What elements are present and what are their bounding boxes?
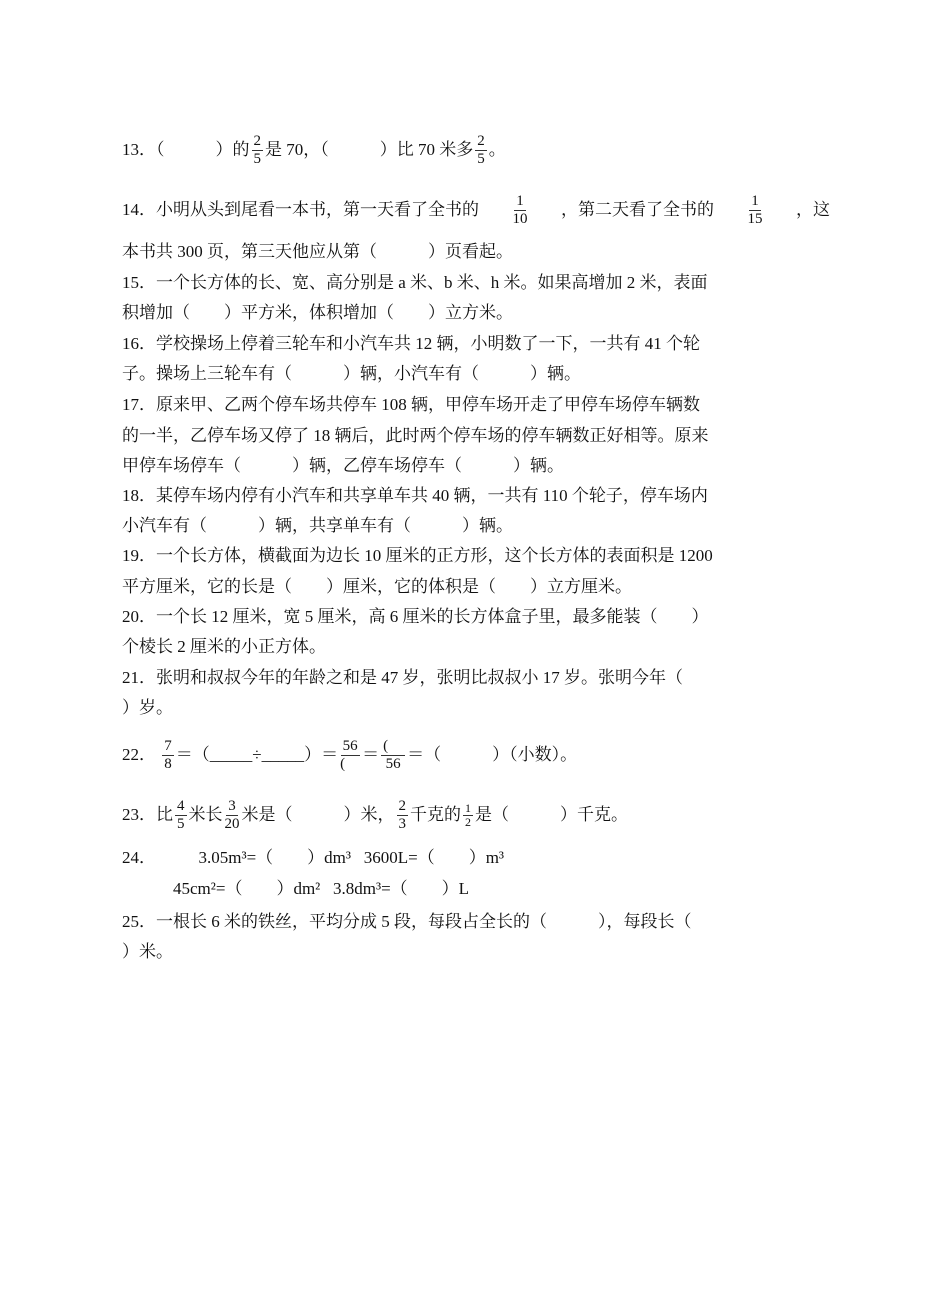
fraction-denominator: 15 <box>747 210 763 227</box>
question-text: 14．小明从头到尾看一本书，第一天看了全书的 <box>122 200 479 219</box>
question-text: 的一半，乙停车场又停了 18 辆后，此时两个停车场的停车辆数正好相等。原来 <box>122 426 709 445</box>
question-text: 19．一个长方体，横截面为边长 10 厘米的正方形，这个长方体的表面积是 1200 <box>122 546 713 565</box>
question-text: 是（ ）千克。 <box>475 805 628 824</box>
fraction-numerator: 56 <box>342 737 358 754</box>
fraction-numerator: 7 <box>164 737 172 754</box>
question-19-line <box>122 575 830 599</box>
fraction-denominator: 2 <box>465 814 471 829</box>
question-text: ）岁。 <box>122 698 173 717</box>
fraction-denominator: 5 <box>253 150 261 167</box>
question-text: ，这 <box>796 200 830 219</box>
question-23-line <box>122 797 830 832</box>
fraction-denominator: 20 <box>224 815 240 832</box>
fraction-numerator: ( <box>383 737 404 754</box>
fraction-denominator: 8 <box>164 755 172 772</box>
fraction-denominator: 3 <box>398 815 406 832</box>
question-text: 24． 3.05m³=（ ）dm³ 3600L=（ ）m³ <box>122 848 505 867</box>
fraction <box>397 798 409 833</box>
question-text: 18．某停车场内停有小汽车和共享单车共 40 辆，一共有 110 个轮子，停车场内 <box>122 486 708 505</box>
question-14-line <box>122 192 830 227</box>
question-13-line <box>122 132 830 167</box>
fraction-numerator: 1 <box>516 192 524 209</box>
fraction <box>463 802 473 829</box>
question-21-line <box>122 666 830 690</box>
question-text: 积增加（ ）平方米，体积增加（ ）立方米。 <box>122 303 513 322</box>
fraction-denominator: 5 <box>177 815 185 832</box>
fraction <box>475 133 487 168</box>
question-text: 本书共 300 页，第三天他应从第（ ）页看起。 <box>122 242 513 261</box>
question-text: ＝（_____÷_____）＝ <box>175 745 339 764</box>
question-24-line <box>122 877 830 901</box>
question-text: 个棱长 2 厘米的小正方体。 <box>122 637 326 656</box>
question-text: 小汽车有（ ）辆，共享单车有（ ）辆。 <box>122 516 513 535</box>
question-text: 甲停车场停车（ ）辆，乙停车场停车（ ）辆。 <box>122 456 564 475</box>
question-text: 17．原来甲、乙两个停车场共停车 108 辆，甲停车场开走了甲停车场停车辆数 <box>122 395 700 414</box>
fraction-numerator: 2 <box>253 132 261 149</box>
question-16-line <box>122 332 830 356</box>
question-text: ，第二天看了全书的 <box>561 200 714 219</box>
question-25-line <box>122 910 830 934</box>
question-22-line <box>122 737 830 772</box>
question-text: 米长 <box>188 805 223 824</box>
fraction <box>175 798 187 833</box>
question-text: 20．一个长 12 厘米，宽 5 厘米，高 6 厘米的长方体盒子里，最多能装（ ） <box>122 607 709 626</box>
question-text: 22． <box>122 745 161 764</box>
fraction-denominator: 5 <box>477 150 485 167</box>
fraction <box>513 193 528 228</box>
question-text: ）米。 <box>122 942 173 961</box>
question-text: ＝（ ）（小数）。 <box>407 745 578 764</box>
fraction <box>340 738 360 773</box>
question-text: 千克的 <box>410 805 461 824</box>
question-18-line <box>122 484 830 508</box>
question-text: 25．一根长 6 米的铁丝，平均分成 5 段，每段占全长的（ ），每段长（ <box>122 912 692 931</box>
question-text: 子。操场上三轮车有（ ）辆，小汽车有（ ）辆。 <box>122 364 581 383</box>
fraction-numerator: 1 <box>465 800 471 815</box>
question-16-line <box>122 362 830 386</box>
question-25-line <box>122 940 830 964</box>
question-text: 16．学校操场上停着三轮车和小汽车共 12 辆，小明数了一下，一共有 41 个轮 <box>122 334 700 353</box>
question-17-line <box>122 454 830 478</box>
question-text: 21．张明和叔叔今年的年龄之和是 47 岁，张明比叔叔小 17 岁。张明今年（ <box>122 668 683 687</box>
fraction-numerator: 2 <box>477 132 485 149</box>
question-14-line <box>122 240 830 264</box>
question-text: 45cm²=（ ）dm² 3.8dm³=（ ）L <box>122 879 470 898</box>
fraction <box>748 193 763 228</box>
question-18-line <box>122 514 830 538</box>
fraction-denominator: 56 <box>385 755 401 772</box>
fraction-numerator: 2 <box>398 797 406 814</box>
question-17-line <box>122 393 830 417</box>
question-20-line <box>122 605 830 629</box>
question-20-line <box>122 635 830 659</box>
fraction-denominator: 10 <box>512 210 528 227</box>
fraction <box>162 738 174 773</box>
question-text: ＝ <box>362 745 380 764</box>
fraction <box>252 133 264 168</box>
question-15-line <box>122 271 830 295</box>
fraction-numerator: 3 <box>228 797 236 814</box>
question-text: 平方厘米，它的长是（ ）厘米，它的体积是（ ）立方厘米。 <box>122 577 632 596</box>
fraction <box>381 738 405 773</box>
question-15-line <box>122 301 830 325</box>
question-text: 米是（ ）米， <box>241 805 395 824</box>
fraction <box>225 798 240 833</box>
question-text: 。 <box>488 140 506 159</box>
question-24-line <box>122 846 830 870</box>
fraction-numerator: 4 <box>177 797 185 814</box>
fraction-denominator: ( <box>340 755 361 772</box>
question-19-line <box>122 544 830 568</box>
question-21-line <box>122 696 830 720</box>
question-text: 15．一个长方体的长、宽、高分别是 a 米、b 米、h 米。如果高增加 2 米，表面 <box>122 273 708 292</box>
question-text: 13．（ ）的 <box>122 140 250 159</box>
fraction-numerator: 1 <box>751 192 759 209</box>
question-17-line <box>122 424 830 448</box>
question-text: 是 70，（ ）比 70 米多 <box>265 140 474 159</box>
question-text: 23．比 <box>122 805 173 824</box>
